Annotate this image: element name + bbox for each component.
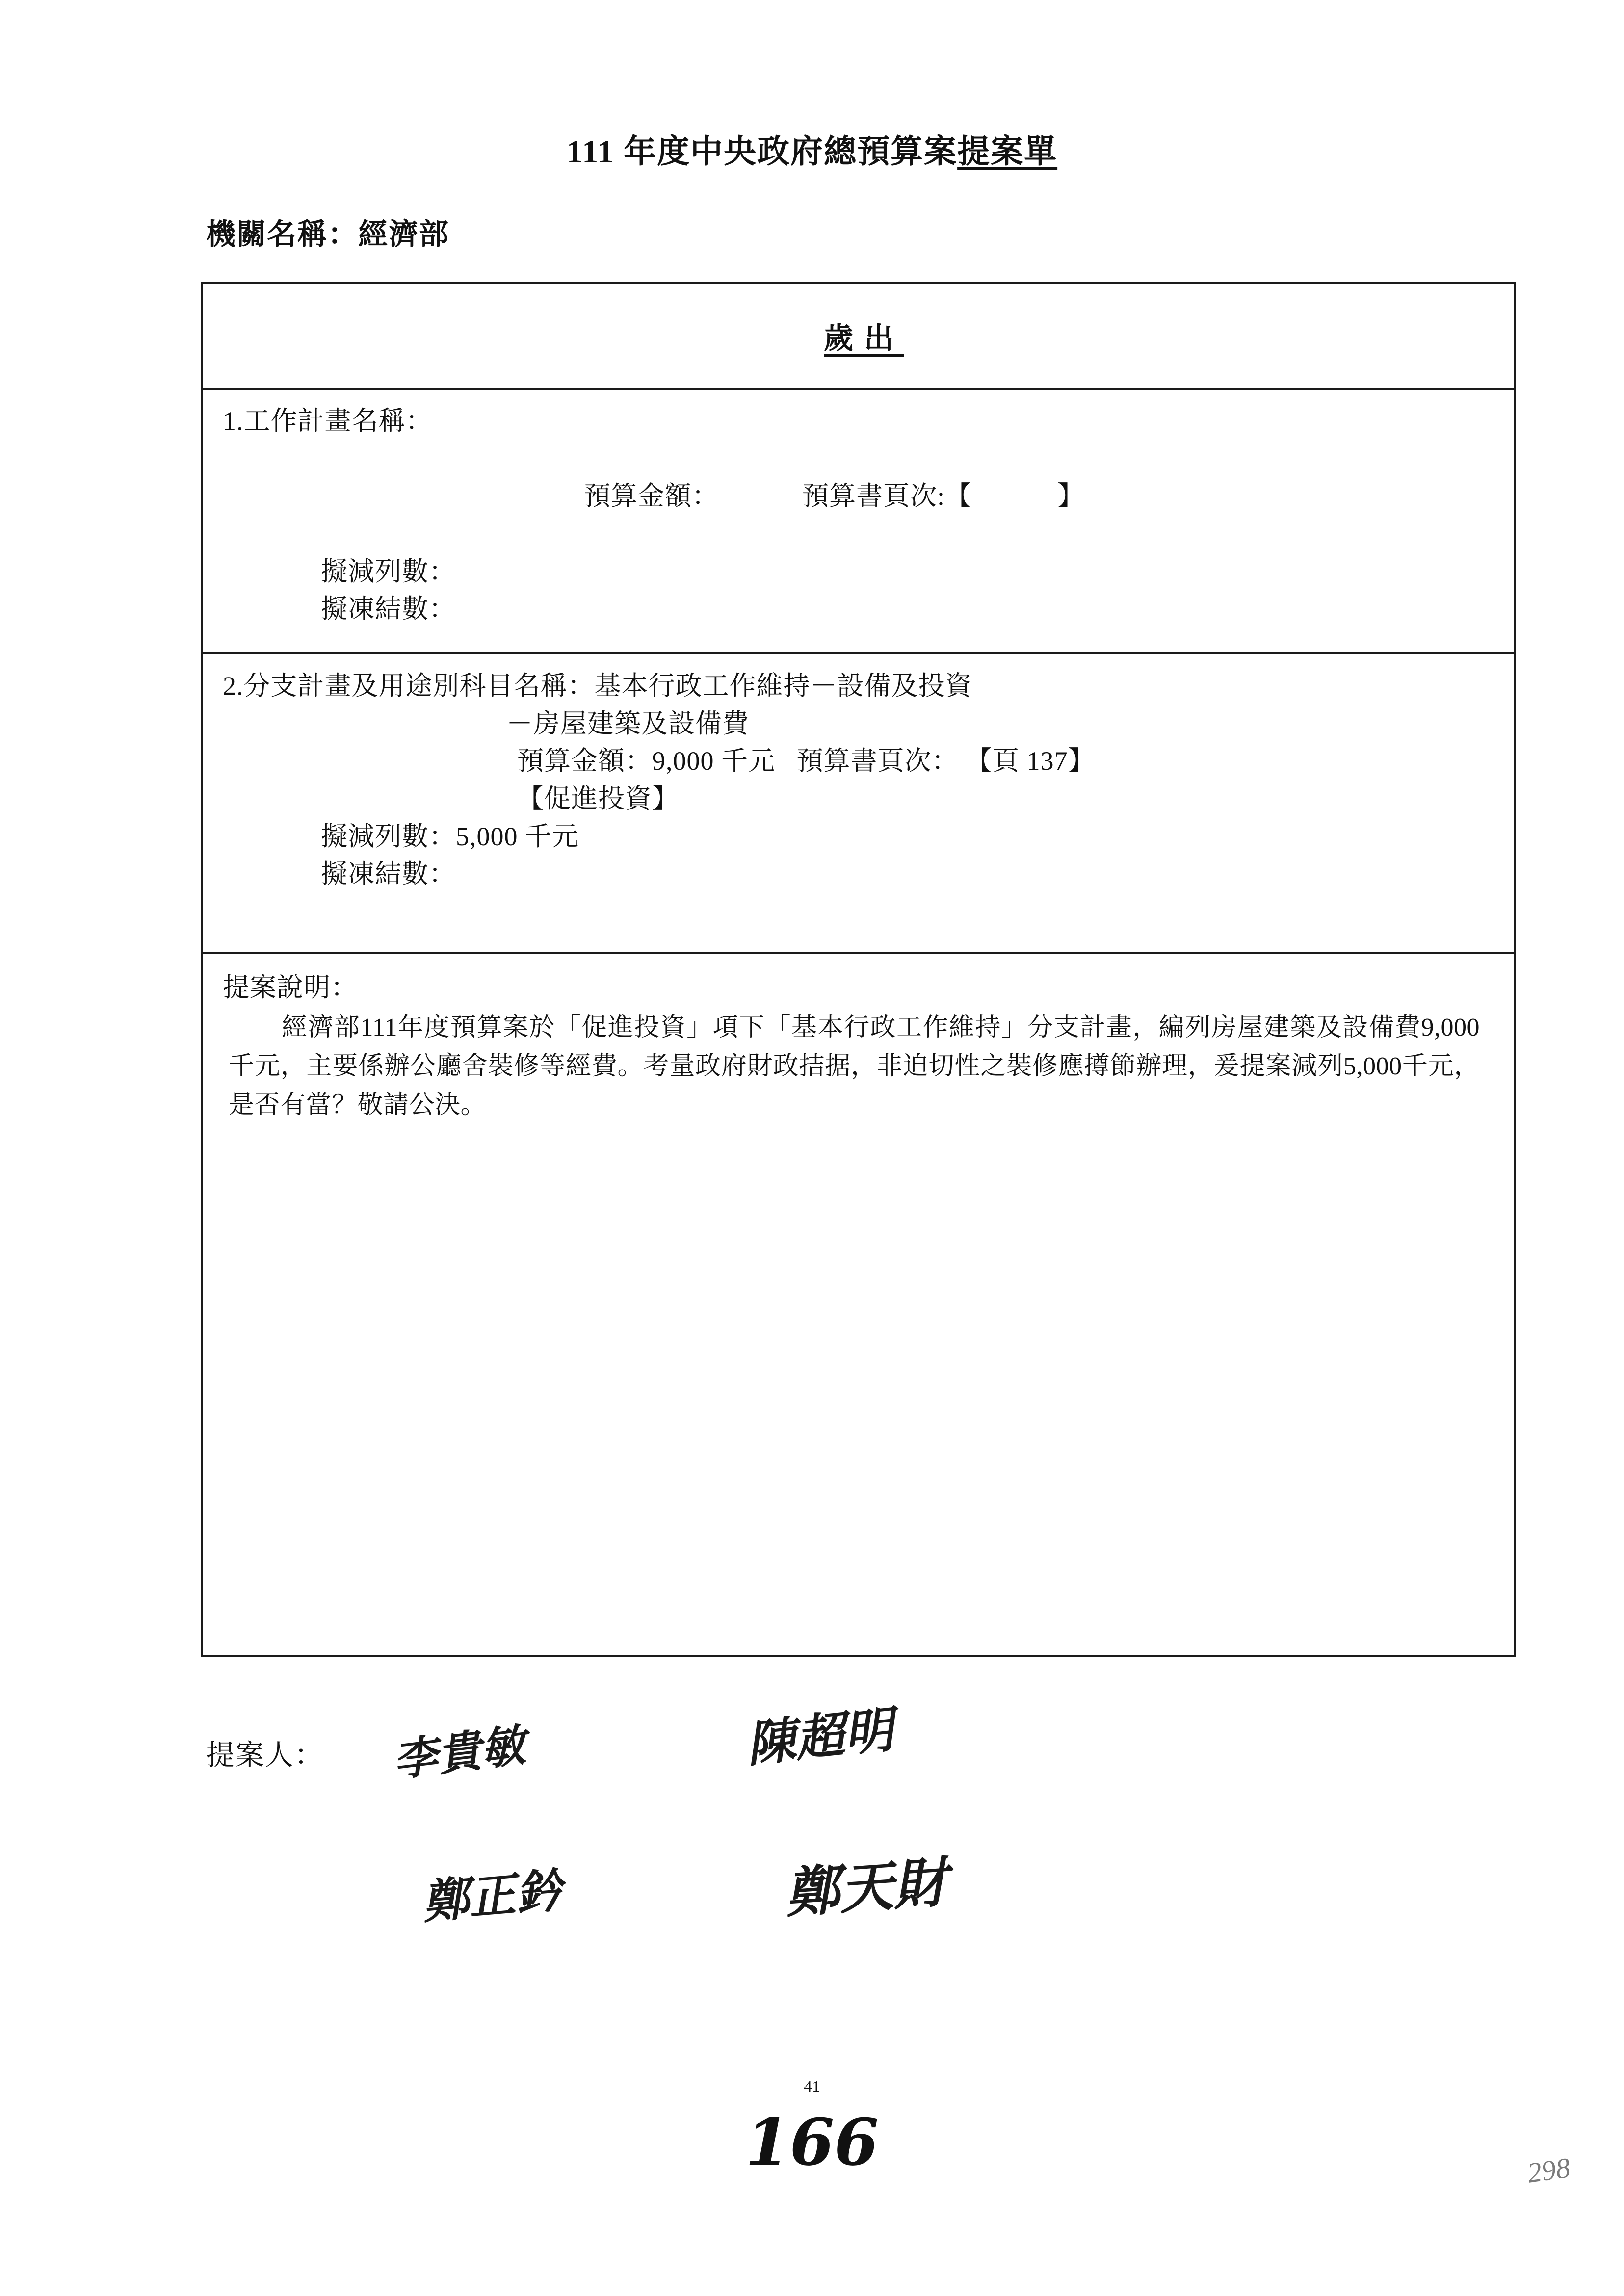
signature-3: 鄭正鈐 — [420, 1863, 564, 1930]
page-number-handwritten: 166 — [745, 2105, 879, 2180]
section1-page-label: 預算書頁次:【 】 — [802, 481, 1085, 511]
page-number-printed: 41 — [804, 2078, 820, 2096]
table-row-explanation — [203, 954, 1514, 1655]
section2-category-tag: 【促進投資】 — [517, 784, 679, 814]
section2-reduce-amount: 擬減列數：5,000 千元 — [321, 821, 579, 851]
page-title — [0, 125, 1624, 172]
table-row-section-1 — [203, 390, 1514, 654]
section1-freeze-label: 擬凍結數： — [321, 594, 456, 624]
table-row-section-2 — [203, 654, 1514, 954]
section2-subplan-name: 2.分支計畫及用途別科目名稱：基本行政工作維持－設備及投資 — [223, 671, 972, 701]
table-section-header — [203, 284, 1514, 390]
section-header-label: 歲出 — [824, 322, 904, 355]
agency-name: 機關名稱：經濟部 — [206, 218, 449, 251]
section2-amount-and-page: 預算金額：9,000 千元 預算書頁次： 【頁 137】 — [517, 746, 1095, 776]
section2-freeze-amount: 擬凍結數： — [321, 859, 456, 889]
proposal-table — [201, 282, 1516, 1657]
explanation-heading: 提案說明： — [223, 973, 358, 1002]
section1-plan-name: 1.工作計畫名稱： — [223, 406, 433, 436]
section2-subplan-name-cont: －房屋建築及設備費 — [506, 708, 749, 738]
explanation-body: 經濟部111年度預算案於「促進投資」項下「基本行政工作維持」分支計畫，編列房屋建築及設備費9,000千元，主要係辦公廳舍裝修等經費。考量政府財政拮据，非迫切性之裝修應撙節辦理，爰提案減列5,000千元，是否有當？敬請公決。 — [229, 1014, 1480, 1120]
proposer-label: 提案人： — [206, 1739, 324, 1771]
section1-amount-label: 預算金額： — [584, 481, 719, 511]
section1-reduce-label: 擬減列數： — [321, 556, 456, 586]
signature-2: 陳超明 — [743, 1700, 896, 1774]
page-title-underlined: 提案單 — [957, 134, 1058, 170]
margin-annotation: 298 — [1525, 2151, 1572, 2189]
page-title-main: 111 年度中央政府總預算案 — [566, 134, 958, 170]
signature-4: 鄭天財 — [783, 1850, 949, 1925]
signature-1: 李貴敏 — [390, 1719, 528, 1787]
